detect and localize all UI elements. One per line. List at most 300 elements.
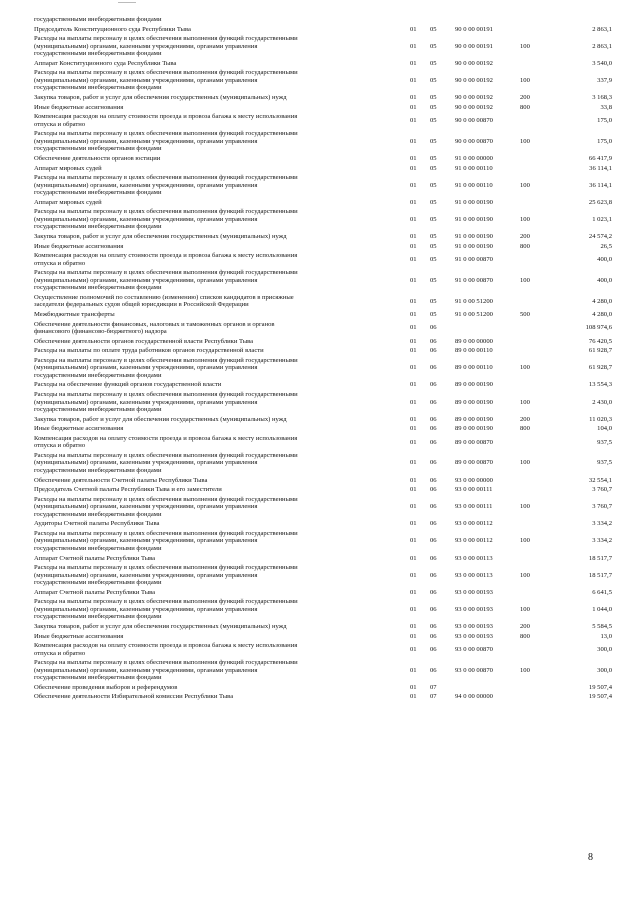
row-name (34, 684, 394, 692)
row-name (34, 589, 394, 597)
subsection-code: 06 (430, 632, 437, 640)
row-name-line: государственными внебюджетными фондами (34, 466, 162, 474)
row-name-line: Закупка товаров, работ и услуг для обеспечения государственных (муниципальных) нужд (34, 94, 287, 101)
row-name-line: Председатель Счетной палаты Республики Тыва и его заместители (34, 486, 222, 494)
expense-type: 100 (520, 666, 530, 674)
row-name-line: отпуска и обратно (34, 120, 86, 128)
section-code: 01 (410, 605, 417, 613)
scan-mark (118, 2, 136, 3)
subsection-code: 05 (430, 181, 437, 189)
subsection-code: 06 (430, 324, 437, 332)
row-name-line: Обеспечение проведения выборов и референдумов (34, 683, 178, 691)
table-row (0, 659, 640, 682)
target-article: 94 0 00 00000 (455, 693, 493, 701)
expense-type: 100 (520, 364, 530, 372)
amount: 19 507,4 (588, 693, 612, 701)
expense-type: 100 (520, 137, 530, 145)
row-name (34, 94, 394, 102)
row-name-line: Расходы на выплаты персоналу в целях обеспечения выполнения функций государственными (34, 174, 298, 182)
amount: 937,5 (597, 459, 612, 467)
amount: 36 114,1 (589, 164, 612, 172)
row-name (34, 633, 394, 641)
subsection-code: 05 (430, 25, 437, 33)
amount: 66 417,9 (588, 154, 612, 162)
row-name-line: финансового (финансово-бюджетного) надзора (34, 328, 167, 335)
amount: 11 020,3 (589, 415, 612, 423)
row-name-line: Председатель Конституционного суда Республики Тыва (34, 25, 191, 33)
subsection-code: 05 (430, 116, 437, 124)
amount: 400,0 (597, 255, 612, 263)
expense-type: 800 (520, 632, 530, 640)
row-name-line: государственными внебюджетными фондами (34, 16, 162, 23)
row-name (34, 623, 394, 631)
table-row (0, 233, 640, 241)
amount: 24 574,2 (588, 232, 612, 240)
row-name (34, 520, 394, 528)
section-code: 01 (410, 137, 417, 145)
section-code: 01 (410, 103, 417, 111)
subsection-code: 06 (430, 486, 437, 494)
row-name-line: Расходы на выплаты персоналу в целях обеспечения выполнения функций государственными (34, 269, 298, 277)
section-code: 01 (410, 693, 417, 701)
section-code: 01 (410, 438, 417, 446)
section-code: 01 (410, 310, 417, 318)
section-code: 01 (410, 554, 417, 562)
amount: 36 114,1 (589, 181, 612, 189)
target-article: 93 0 00 00193 (455, 588, 493, 596)
expense-type: 800 (520, 103, 530, 111)
subsection-code: 07 (430, 683, 437, 691)
amount: 3 168,3 (592, 94, 612, 101)
target-article: 90 0 00 00192 (455, 76, 493, 84)
row-name (34, 357, 394, 380)
row-name-line: Расходы на обеспечение функций органов государственной власти (34, 381, 222, 389)
table-row (0, 486, 640, 494)
row-name (34, 321, 394, 336)
target-article: 90 0 00 00192 (455, 103, 493, 111)
table-row (0, 130, 640, 153)
row-name-line: государственными внебюджетными фондами (34, 674, 162, 682)
subsection-code: 06 (430, 459, 437, 467)
section-code: 01 (410, 415, 417, 423)
row-name (34, 69, 394, 92)
section-code: 01 (410, 622, 417, 630)
row-name-line: Расходы на выплаты персоналу в целях обеспечения выполнения функций государственными (34, 495, 298, 503)
row-name (34, 452, 394, 475)
subsection-code: 06 (430, 364, 437, 372)
amount: 3 334,2 (592, 537, 612, 545)
target-article: 91 0 00 00190 (455, 198, 493, 206)
table-row (0, 452, 640, 475)
target-article: 89 0 00 00190 (455, 381, 493, 389)
subsection-code: 06 (430, 503, 437, 511)
subsection-code: 06 (430, 476, 437, 484)
amount: 2 430,0 (592, 398, 612, 406)
row-name-line: Компенсация расходов на оплату стоимости проезда и провоза багажа к месту использования (34, 642, 298, 650)
row-name (34, 693, 394, 701)
row-name-line: Расходы на выплаты персоналу в целях обеспечения выполнения функций государственными (34, 451, 298, 459)
row-name-line: Аппарат Счетной палаты Республики Тыва (34, 554, 156, 562)
row-name-line: Обеспечение деятельности финансовых, налоговых и таможенных органов и органов (34, 320, 275, 328)
table-row (0, 16, 640, 24)
row-name (34, 113, 394, 128)
row-name (34, 381, 394, 389)
row-name-line: государственными внебюджетными фондами (34, 406, 162, 413)
row-name-line: Расходы на выплаты по оплате труда работников органов государственной власти (34, 347, 264, 355)
target-article: 93 0 00 00112 (455, 520, 493, 528)
section-code: 01 (410, 537, 417, 545)
subsection-code: 06 (430, 588, 437, 596)
target-article: 93 0 00 00111 (455, 503, 493, 511)
section-code: 01 (410, 588, 417, 596)
row-name-line: Обеспечение деятельности органов государственной власти Республики Тыва (34, 337, 254, 345)
expense-type: 100 (520, 503, 530, 511)
row-name (34, 294, 394, 309)
row-name-line: (муниципальными) органами, казенными учреждениями, органами управления (34, 215, 258, 223)
subsection-code: 06 (430, 537, 437, 545)
row-name-line: Закупка товаров, работ и услуг для обеспечения государственных (муниципальных) нужд (34, 622, 287, 630)
target-article: 93 0 00 00112 (455, 537, 493, 545)
section-code: 01 (410, 324, 417, 332)
expense-type: 800 (520, 242, 530, 250)
row-name-line: государственными внебюджетными фондами (34, 284, 162, 292)
row-name (34, 35, 394, 58)
target-article: 90 0 00 00870 (455, 116, 493, 124)
table-row (0, 623, 640, 631)
target-article: 91 0 00 00110 (455, 181, 493, 189)
table-row (0, 416, 640, 424)
section-code: 01 (410, 571, 417, 579)
row-name-line: государственными внебюджетными фондами (34, 371, 162, 379)
amount: 108 974,6 (585, 324, 612, 332)
row-name-line: государственными внебюджетными фондами (34, 145, 162, 153)
subsection-code: 05 (430, 76, 437, 84)
target-article: 89 0 00 00110 (455, 364, 493, 372)
row-name-line: Обеспечение деятельности Счетной палаты Республики Тыва (34, 476, 208, 484)
section-code: 01 (410, 459, 417, 467)
table-row (0, 633, 640, 641)
row-name-line: государственными внебюджетными фондами (34, 84, 162, 92)
section-code: 01 (410, 164, 417, 172)
table-row (0, 199, 640, 207)
row-name (34, 104, 394, 112)
section-code: 01 (410, 381, 417, 389)
amount: 61 928,7 (588, 347, 612, 355)
section-code: 01 (410, 503, 417, 511)
section-code: 01 (410, 683, 417, 691)
row-name (34, 435, 394, 450)
subsection-code: 05 (430, 310, 437, 318)
section-code: 01 (410, 42, 417, 50)
row-name-line: Расходы на выплаты персоналу в целях обеспечения выполнения функций государственными (34, 529, 298, 537)
target-article: 91 0 00 00190 (455, 232, 493, 240)
table-row (0, 321, 640, 336)
section-code: 01 (410, 337, 417, 345)
target-article: 91 0 00 51200 (455, 297, 493, 305)
subsection-code: 05 (430, 42, 437, 50)
subsection-code: 06 (430, 438, 437, 446)
section-code: 01 (410, 666, 417, 674)
subsection-code: 05 (430, 94, 437, 101)
target-article: 89 0 00 00870 (455, 438, 493, 446)
table-row (0, 243, 640, 251)
row-name (34, 165, 394, 173)
row-name-line: Аппарат Конституционного суда Республики Тыва (34, 59, 177, 67)
row-name-line: (муниципальными) органами, казенными учреждениями, органами управления (34, 137, 258, 145)
section-code: 01 (410, 232, 417, 240)
target-article: 93 0 00 00111 (455, 486, 493, 494)
target-article: 89 0 00 00870 (455, 459, 493, 467)
table-row (0, 113, 640, 128)
amount: 19 507,4 (588, 683, 612, 691)
subsection-code: 06 (430, 415, 437, 423)
amount: 104,0 (597, 425, 612, 433)
expense-type: 100 (520, 276, 530, 284)
section-code: 01 (410, 364, 417, 372)
subsection-code: 05 (430, 232, 437, 240)
amount: 33,8 (600, 103, 612, 111)
subsection-code: 06 (430, 398, 437, 406)
row-name-line: Закупка товаров, работ и услуг для обеспечения государственных (муниципальных) нужд (34, 232, 287, 240)
row-name-line: Осуществление полномочий по составлению (изменению) списков кандидатов в присяжные (34, 293, 294, 301)
target-article: 90 0 00 00870 (455, 137, 493, 145)
amount: 61 928,7 (588, 364, 612, 372)
amount: 3 760,7 (592, 486, 612, 494)
table-row (0, 425, 640, 433)
subsection-code: 05 (430, 137, 437, 145)
target-article: 93 0 00 00193 (455, 605, 493, 613)
table-row (0, 684, 640, 692)
target-article: 91 0 00 00870 (455, 255, 493, 263)
row-name (34, 26, 394, 34)
amount: 1 044,0 (592, 605, 612, 613)
amount: 300,0 (597, 666, 612, 674)
section-code: 01 (410, 116, 417, 124)
amount: 5 584,5 (592, 622, 612, 630)
section-code: 01 (410, 59, 417, 67)
section-code: 01 (410, 425, 417, 433)
subsection-code: 06 (430, 666, 437, 674)
row-name (34, 477, 394, 485)
section-code: 01 (410, 242, 417, 250)
section-code: 01 (410, 255, 417, 263)
target-article: 91 0 00 00110 (455, 164, 493, 172)
table-row (0, 252, 640, 267)
row-name (34, 347, 394, 355)
row-name (34, 555, 394, 563)
subsection-code: 06 (430, 520, 437, 528)
row-name (34, 486, 394, 494)
target-article: 93 0 00 00113 (455, 571, 493, 579)
section-code: 01 (410, 632, 417, 640)
expense-type: 100 (520, 215, 530, 223)
table-row (0, 94, 640, 102)
expense-type: 100 (520, 181, 530, 189)
table-row (0, 338, 640, 346)
row-name (34, 208, 394, 231)
expense-type: 100 (520, 459, 530, 467)
subsection-code: 06 (430, 337, 437, 345)
table-row (0, 642, 640, 657)
expense-type: 100 (520, 398, 530, 406)
section-code: 01 (410, 198, 417, 206)
row-name-line: государственными внебюджетными фондами (34, 189, 162, 197)
row-name-line: Обеспечение деятельности Избирательной комиссии Республики Тыва (34, 693, 234, 701)
subsection-code: 06 (430, 347, 437, 355)
target-article: 90 0 00 00192 (455, 59, 493, 67)
table-row (0, 26, 640, 34)
amount: 1 023,1 (592, 215, 612, 223)
table-row (0, 589, 640, 597)
amount: 3 760,7 (592, 503, 612, 511)
amount: 937,5 (597, 438, 612, 446)
row-name (34, 530, 394, 553)
row-name (34, 338, 394, 346)
section-code: 01 (410, 486, 417, 494)
table-row (0, 520, 640, 528)
row-name-line: (муниципальными) органами, казенными учреждениями, органами управления (34, 276, 258, 284)
target-article: 93 0 00 00000 (455, 476, 493, 484)
section-code: 01 (410, 347, 417, 355)
table-row (0, 477, 640, 485)
row-name-line: Расходы на выплаты персоналу в целях обеспечения выполнения функций государственными (34, 130, 298, 138)
table-row (0, 104, 640, 112)
row-name (34, 243, 394, 251)
row-name-line: государственными внебюджетными фондами (34, 50, 162, 58)
amount: 2 863,1 (592, 42, 612, 50)
row-name (34, 130, 394, 153)
row-name (34, 252, 394, 267)
target-article: 90 0 00 00192 (455, 94, 493, 101)
section-code: 01 (410, 645, 417, 653)
subsection-code: 05 (430, 154, 437, 162)
target-article: 91 0 00 00190 (455, 215, 493, 223)
subsection-code: 06 (430, 425, 437, 433)
target-article: 93 0 00 00193 (455, 632, 493, 640)
table-row (0, 311, 640, 319)
amount: 3 540,0 (592, 59, 612, 67)
row-name-line: отпуска и обратно (34, 442, 86, 450)
expense-type: 200 (520, 94, 530, 101)
table-row (0, 60, 640, 68)
amount: 13 554,3 (588, 381, 612, 389)
subsection-code: 05 (430, 255, 437, 263)
amount: 4 280,0 (592, 310, 612, 318)
table-row (0, 598, 640, 621)
table-row (0, 381, 640, 389)
row-name-line: Расходы на выплаты персоналу в целях обеспечения выполнения функций государственными (34, 391, 298, 398)
table-row (0, 347, 640, 355)
section-code: 01 (410, 297, 417, 305)
subsection-code: 05 (430, 215, 437, 223)
table-row (0, 555, 640, 563)
subsection-code: 05 (430, 198, 437, 206)
subsection-code: 06 (430, 381, 437, 389)
section-code: 01 (410, 276, 417, 284)
row-name-line: Компенсация расходов на оплату стоимости проезда и провоза багажа к месту использования (34, 434, 298, 442)
row-name (34, 496, 394, 519)
row-name-line: государственными внебюджетными фондами (34, 544, 162, 552)
subsection-code: 05 (430, 103, 437, 111)
row-name (34, 233, 394, 241)
amount: 2 863,1 (592, 25, 612, 33)
row-name-line: (муниципальными) органами, казенными учреждениями, органами управления (34, 42, 258, 50)
subsection-code: 05 (430, 164, 437, 172)
amount: 13,0 (600, 632, 612, 640)
section-code: 01 (410, 398, 417, 406)
row-name (34, 564, 394, 587)
row-name-line: Расходы на выплаты персоналу в целях обеспечения выполнения функций государственными (34, 208, 298, 216)
expense-type: 500 (520, 310, 530, 318)
expense-type: 100 (520, 42, 530, 50)
row-name (34, 155, 394, 163)
expense-type: 100 (520, 571, 530, 579)
amount: 337,9 (597, 76, 612, 84)
table-row (0, 530, 640, 553)
target-article: 93 0 00 00870 (455, 666, 493, 674)
target-article: 89 0 00 00190 (455, 398, 493, 406)
row-name-line: Расходы на выплаты персоналу в целях обеспечения выполнения функций государственными (34, 69, 298, 77)
table-row (0, 294, 640, 309)
target-article: 93 0 00 00193 (455, 622, 493, 630)
target-article: 89 0 00 00190 (455, 425, 493, 433)
row-name (34, 174, 394, 197)
row-name (34, 16, 394, 24)
table-row (0, 69, 640, 92)
subsection-code: 06 (430, 622, 437, 630)
subsection-code: 06 (430, 605, 437, 613)
table-row (0, 357, 640, 380)
row-name-line: Расходы на выплаты персоналу в целях обеспечения выполнения функций государственными (34, 356, 298, 364)
row-name-line: Иные бюджетные ассигнования (34, 425, 124, 433)
row-name (34, 311, 394, 319)
row-name-line: заседатели федеральных судов общей юрисдикции в Российской Федерации (34, 301, 249, 309)
target-article: 91 0 00 00000 (455, 154, 493, 162)
amount: 25 623,8 (588, 198, 612, 206)
section-code: 01 (410, 94, 417, 101)
row-name-line: Аппарат мировых судей (34, 164, 102, 172)
section-code: 01 (410, 520, 417, 528)
table-row (0, 564, 640, 587)
row-name (34, 199, 394, 207)
amount: 175,0 (597, 137, 612, 145)
target-article: 89 0 00 00110 (455, 347, 493, 355)
row-name-line: (муниципальными) органами, казенными учреждениями, органами управления (34, 364, 258, 372)
row-name-line: Иные бюджетные ассигнования (34, 242, 124, 250)
row-name (34, 659, 394, 682)
subsection-code: 06 (430, 645, 437, 653)
row-name-line: Аппарат мировых судей (34, 198, 102, 206)
target-article: 90 0 00 00191 (455, 25, 493, 33)
row-name-line: государственными внебюджетными фондами (34, 579, 162, 587)
expense-type: 200 (520, 415, 530, 423)
row-name-line: Компенсация расходов на оплату стоимости проезда и провоза багажа к месту использования (34, 252, 298, 260)
row-name-line: (муниципальными) органами, казенными учреждениями, органами управления (34, 459, 258, 467)
row-name-line: отпуска и обратно (34, 259, 86, 267)
amount: 18 517,7 (588, 554, 612, 562)
target-article: 89 0 00 00190 (455, 415, 493, 423)
amount: 4 280,0 (592, 297, 612, 305)
subsection-code: 05 (430, 242, 437, 250)
row-name-line: (муниципальными) органами, казенными учреждениями, органами управления (34, 181, 258, 189)
target-article: 91 0 00 00190 (455, 242, 493, 250)
row-name-line: Обеспечение деятельности органов юстиции (34, 154, 161, 162)
page-number: 8 (588, 852, 593, 863)
expense-type: 100 (520, 605, 530, 613)
row-name (34, 416, 394, 424)
expense-type: 100 (520, 76, 530, 84)
expense-type: 200 (520, 622, 530, 630)
